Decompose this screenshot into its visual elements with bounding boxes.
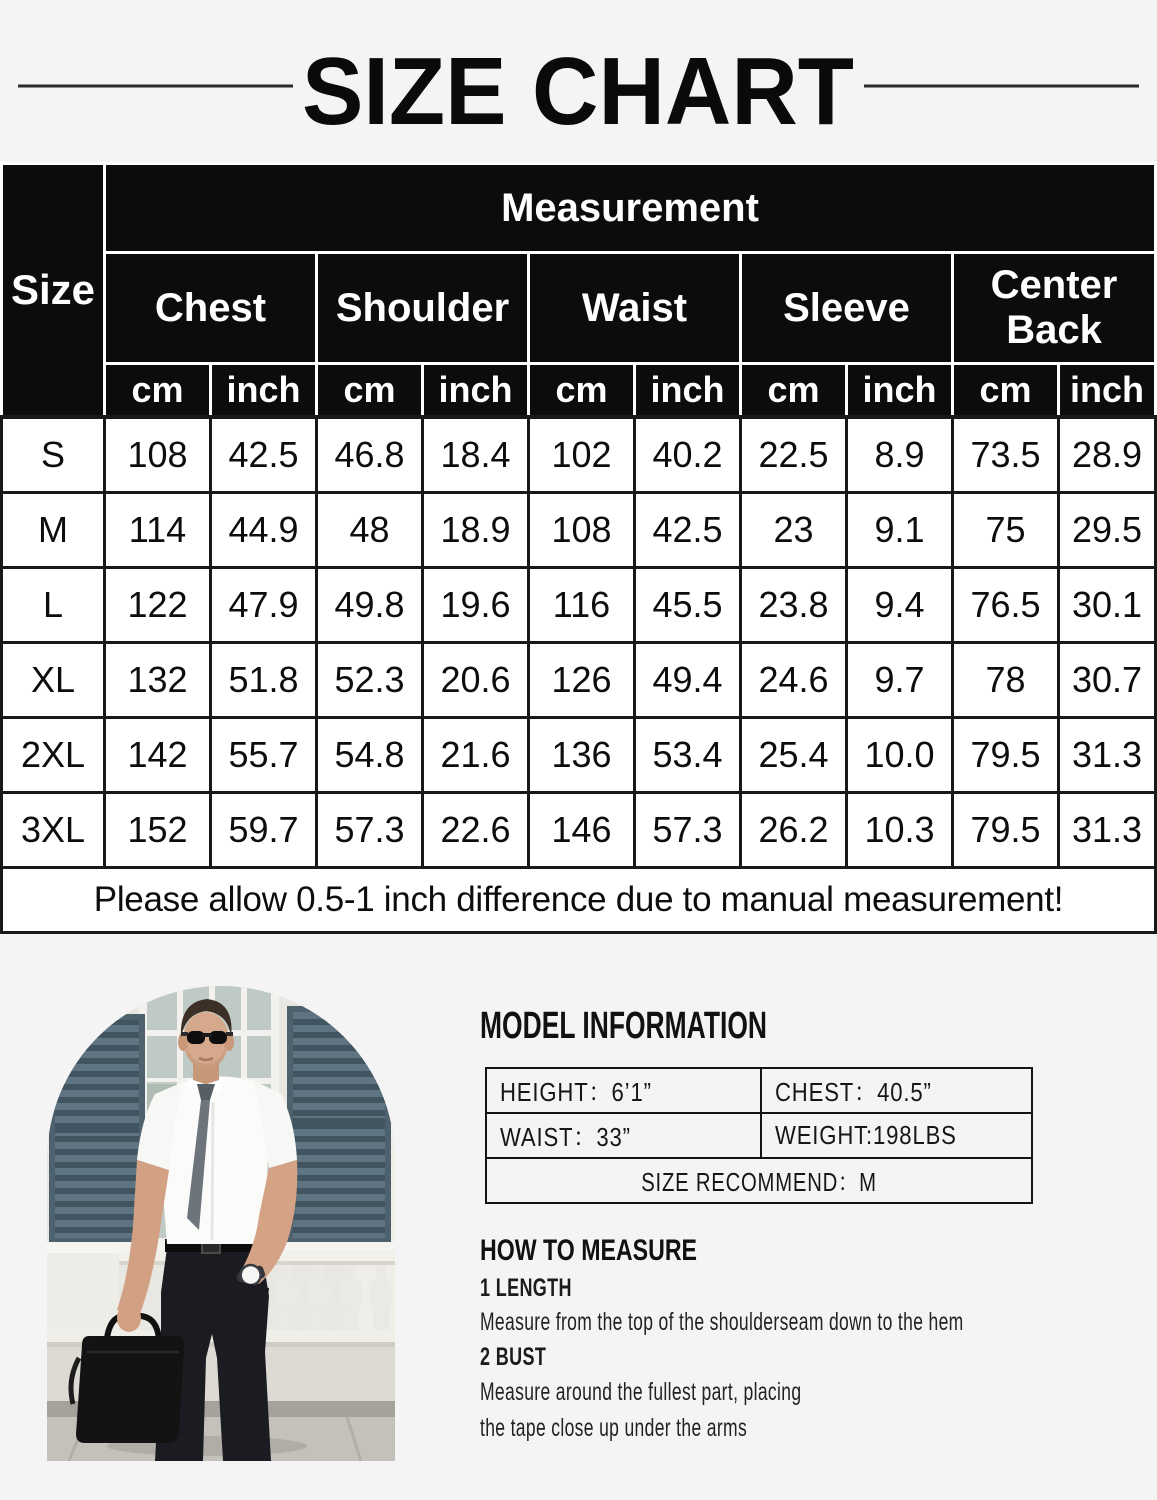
model-waist-cell [486, 1113, 761, 1158]
value-cell: 76.5 [953, 568, 1059, 643]
value-cell: 31.3 [1059, 793, 1156, 868]
step2-text-line2 [480, 1414, 862, 1443]
value-cell: 57.3 [317, 793, 423, 868]
value-cell: 22.6 [423, 793, 529, 868]
unit-header-cm: cm [317, 364, 423, 418]
col-header-measurement: Measurement [105, 164, 1156, 253]
value-cell: 48 [317, 493, 423, 568]
value-cell: 9.1 [847, 493, 953, 568]
model-chest: CHEST：40.5” [775, 1077, 932, 1107]
value-cell: 49.4 [635, 643, 741, 718]
value-cell: 152 [105, 793, 211, 868]
value-cell: 28.9 [1059, 417, 1156, 493]
value-cell: 9.4 [847, 568, 953, 643]
unit-header-cm: cm [105, 364, 211, 418]
value-cell: 126 [529, 643, 635, 718]
value-cell: 51.8 [211, 643, 317, 718]
step1-text [480, 1308, 1157, 1337]
measurement-note-row [2, 868, 1156, 933]
value-cell: 46.8 [317, 417, 423, 493]
unit-header-inch: inch [211, 364, 317, 418]
step2-label-text: 2 BUST [480, 1343, 547, 1371]
unit-header-inch: inch [635, 364, 741, 418]
model-info-heading: MODEL INFORMATION [480, 1005, 767, 1047]
col-header-center-back: Center Back [953, 253, 1156, 364]
model-weight: WEIGHT:198LBS [775, 1120, 957, 1150]
value-cell: 114 [105, 493, 211, 568]
col-header-size: Size [2, 164, 105, 418]
value-cell: 54.8 [317, 718, 423, 793]
value-cell: 25.4 [741, 718, 847, 793]
model-photo-illustration [47, 986, 395, 1461]
header-row-measurement [2, 164, 1156, 253]
table-row-3xl [2, 793, 1156, 868]
value-cell: 73.5 [953, 417, 1059, 493]
step1-label [480, 1274, 608, 1303]
unit-header-cm: cm [953, 364, 1059, 418]
value-cell: 45.5 [635, 568, 741, 643]
value-cell: 122 [105, 568, 211, 643]
value-cell: 42.5 [211, 417, 317, 493]
step1-text-line: Measure from the top of the shoulderseam down to the hem [480, 1308, 964, 1336]
value-cell: 142 [105, 718, 211, 793]
how-to-measure-heading: HOW TO MEASURE [480, 1234, 697, 1267]
size-recommend: SIZE RECOMMEND：M [641, 1167, 877, 1197]
value-cell: 44.9 [211, 493, 317, 568]
right-shutter [287, 1006, 391, 1244]
value-cell: 136 [529, 718, 635, 793]
value-cell: 23.8 [741, 568, 847, 643]
value-cell: 40.2 [635, 417, 741, 493]
size-cell: M [2, 493, 105, 568]
model-height: HEIGHT：6’1” [500, 1077, 652, 1107]
model-info-row [486, 1158, 1032, 1203]
unit-header-cm: cm [529, 364, 635, 418]
size-cell: S [2, 417, 105, 493]
table-row-l [2, 568, 1156, 643]
size-cell: 2XL [2, 718, 105, 793]
value-cell: 49.8 [317, 568, 423, 643]
unit-header-inch: inch [847, 364, 953, 418]
value-cell: 79.5 [953, 793, 1059, 868]
value-cell: 30.7 [1059, 643, 1156, 718]
model-photo [47, 986, 395, 1461]
value-cell: 26.2 [741, 793, 847, 868]
table-row-2xl [2, 718, 1156, 793]
value-cell: 132 [105, 643, 211, 718]
value-cell: 108 [529, 493, 635, 568]
value-cell: 23 [741, 493, 847, 568]
value-cell: 75 [953, 493, 1059, 568]
value-cell: 30.1 [1059, 568, 1156, 643]
table-row-s [2, 417, 1156, 493]
value-cell: 19.6 [423, 568, 529, 643]
value-cell: 20.6 [423, 643, 529, 718]
value-cell: 31.3 [1059, 718, 1156, 793]
value-cell: 52.3 [317, 643, 423, 718]
value-cell: 146 [529, 793, 635, 868]
value-cell: 18.4 [423, 417, 529, 493]
left-shutter [49, 1014, 145, 1244]
model-info-table [485, 1067, 1033, 1204]
size-cell: 3XL [2, 793, 105, 868]
unit-header-cm: cm [741, 364, 847, 418]
step2-text-line2: the tape close up under the arms [480, 1414, 748, 1442]
value-cell: 42.5 [635, 493, 741, 568]
size-cell: L [2, 568, 105, 643]
table-row-xl [2, 643, 1156, 718]
unit-header-inch: inch [423, 364, 529, 418]
value-cell: 21.6 [423, 718, 529, 793]
value-cell: 10.0 [847, 718, 953, 793]
how-to-measure-heading-box [478, 1231, 798, 1269]
model-chest-cell [761, 1068, 1032, 1113]
hand [117, 1304, 141, 1332]
model-info-row [486, 1113, 1032, 1158]
model-info-row [486, 1068, 1032, 1113]
value-cell: 79.5 [953, 718, 1059, 793]
value-cell: 8.9 [847, 417, 953, 493]
step2-text-line1: Measure around the fullest part, placing [480, 1378, 802, 1406]
value-cell: 55.7 [211, 718, 317, 793]
measurement-note: Please allow 0.5-1 inch difference due to manual measurement! [2, 868, 1156, 933]
value-cell: 9.7 [847, 643, 953, 718]
value-cell: 102 [529, 417, 635, 493]
page-title: SIZE CHART [302, 38, 854, 145]
model-weight-cell [761, 1113, 1032, 1158]
model-waist: WAIST：33” [500, 1122, 631, 1152]
col-header-waist: Waist [529, 253, 741, 364]
value-cell: 78 [953, 643, 1059, 718]
step2-text-line1 [480, 1378, 939, 1407]
size-chart-table [0, 162, 1157, 934]
value-cell: 57.3 [635, 793, 741, 868]
step1-label-text: 1 LENGTH [480, 1274, 572, 1302]
value-cell: 47.9 [211, 568, 317, 643]
title-banner [0, 0, 1157, 160]
value-cell: 53.4 [635, 718, 741, 793]
model-height-cell [486, 1068, 761, 1113]
unit-header-inch: inch [1059, 364, 1156, 418]
value-cell: 18.9 [423, 493, 529, 568]
header-row-groups [2, 253, 1156, 364]
value-cell: 59.7 [211, 793, 317, 868]
value-cell: 29.5 [1059, 493, 1156, 568]
col-header-sleeve: Sleeve [741, 253, 953, 364]
value-cell: 108 [105, 417, 211, 493]
col-header-chest: Chest [105, 253, 317, 364]
size-cell: XL [2, 643, 105, 718]
model-info-heading-box [478, 998, 918, 1050]
value-cell: 116 [529, 568, 635, 643]
size-recommend-cell [486, 1158, 1032, 1203]
step2-label [480, 1343, 572, 1372]
table-row-m [2, 493, 1156, 568]
value-cell: 10.3 [847, 793, 953, 868]
value-cell: 22.5 [741, 417, 847, 493]
col-header-shoulder: Shoulder [317, 253, 529, 364]
header-row-units [2, 364, 1156, 418]
value-cell: 24.6 [741, 643, 847, 718]
